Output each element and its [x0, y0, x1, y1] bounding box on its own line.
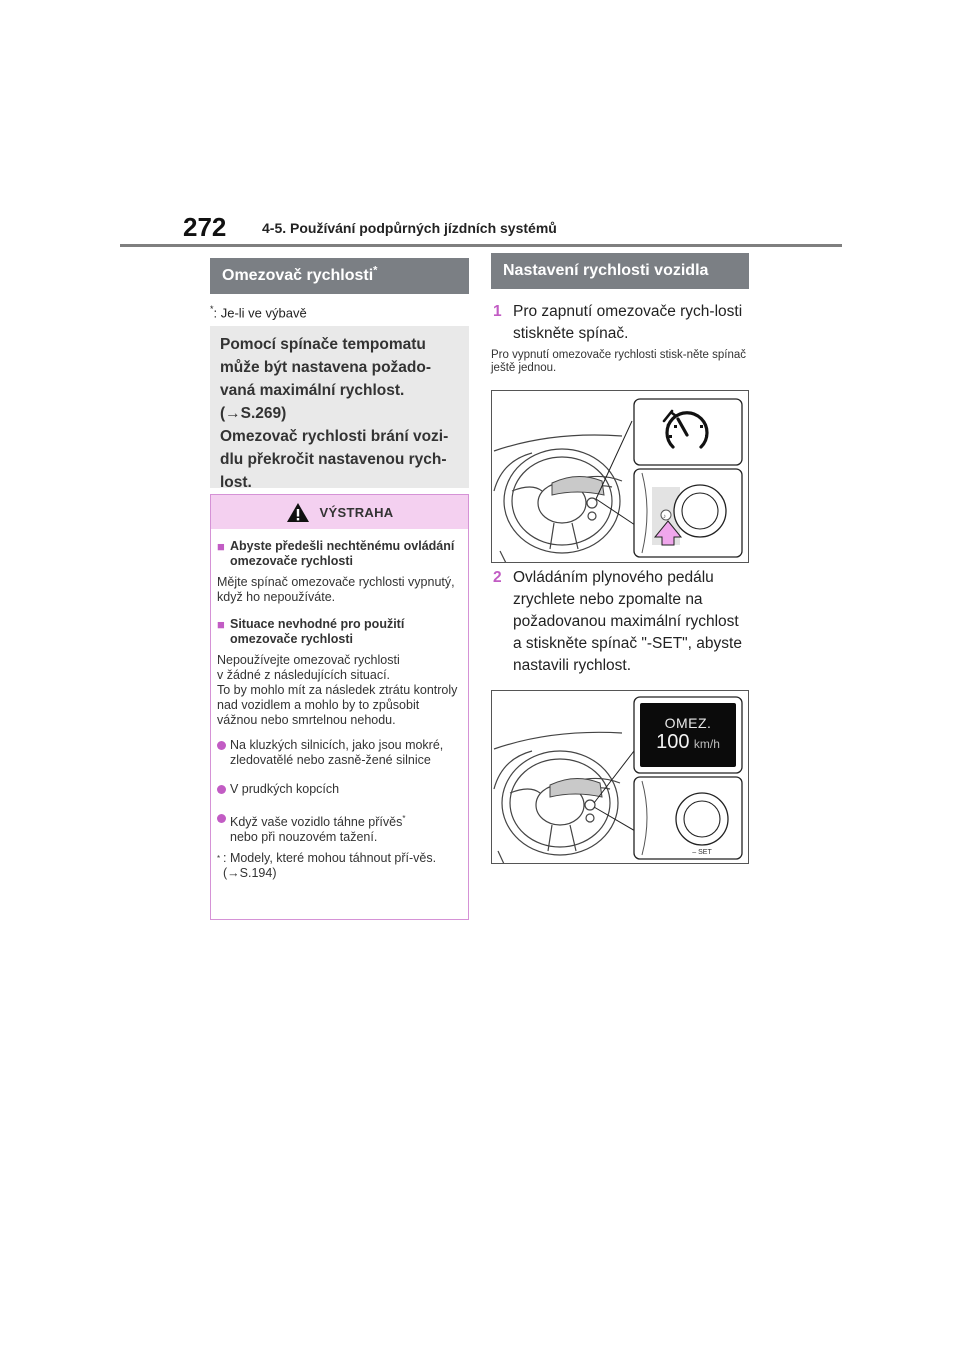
footnote-mark: *	[210, 304, 214, 314]
step-number: 2	[493, 569, 502, 586]
list-item	[217, 738, 462, 768]
bullet-dot-icon	[217, 741, 226, 750]
warning-text: Mějte spínač omezovače rychlosti vypnutý, když ho nepoužíváte.	[217, 575, 455, 604]
footnote-text: : Je-li ve výbavě	[213, 305, 307, 321]
square-bullet-icon: ■	[217, 539, 225, 554]
step-1	[493, 301, 751, 345]
summary-reference-link[interactable]: (→S.269)	[220, 405, 287, 422]
step-1-subtext: Pro vypnutí omezovače rychlosti stisk-něte spínač ještě jednou.	[491, 349, 747, 374]
list-item	[217, 811, 462, 845]
note-text: : Modely, které mohou táhnout pří-věs. (→S.194)	[223, 851, 437, 881]
step-2	[493, 567, 751, 677]
steering-wheel-illustration	[492, 391, 749, 563]
warning-text: Nepoužívejte omezovač rychlosti v žádné z následujících situací. To by mohlo mít za následek ztrátu kontroly nad vozidlem a mohlo by to způsobit vážnou nebo smrtelnou nehodu.	[217, 653, 458, 727]
bullet-footnote-mark: *	[402, 814, 406, 823]
section-title-text: Omezovač rychlosti	[222, 267, 374, 284]
warning-body	[211, 529, 468, 881]
summary-line: Omezovač rychlosti brání vozi-dlu překročit nastavenou rych-lost.	[220, 428, 449, 491]
bullet-main-text: Když vaše vozidlo táhne přívěs	[230, 815, 403, 830]
warning-box	[210, 494, 469, 920]
list-item	[217, 782, 462, 797]
page-number: 272	[183, 212, 227, 242]
bullet-dot-icon	[217, 814, 226, 823]
warning-heading-text: Situace nevhodné pro použití omezovače rychlosti	[230, 617, 405, 646]
warning-heading-text: Abyste předešli nechtěnému ovládání omezovače rychlosti	[230, 539, 455, 568]
section-title-speed-limiter	[210, 258, 469, 294]
step-text: Pro zapnutí omezovače rych-losti stiskněte spínač.	[513, 303, 743, 342]
trailer-footnote	[217, 851, 462, 881]
summary-line: Pomocí spínače tempomatu může být nastavena požado-vaná maximální rychlost.	[220, 336, 432, 399]
section-title-set-speed: Nastavení rychlosti vozidla	[491, 253, 749, 289]
figure-speed-limiter-switch	[491, 390, 749, 563]
display-speed-readout	[640, 731, 736, 754]
warning-heading	[217, 617, 462, 647]
note-mark-sup: *	[217, 854, 221, 864]
figure-set-speed	[491, 690, 749, 864]
warning-header	[211, 495, 468, 529]
warning-title: VÝSTRAHA	[319, 504, 394, 520]
step-text: Ovládáním plynového pedálu zrychlete nebo zpomalte na požadovanou maximální rychlost a stiskněte spínač "-SET", abyste nastavili rychlost.	[513, 569, 742, 674]
equipment-footnote	[210, 304, 307, 320]
bullet-continuation: nebo při nouzovém tažení.	[230, 830, 378, 845]
chapter-title: 4-5. Používání podpůrných jízdních systémů	[262, 220, 557, 236]
list-item-text	[230, 811, 405, 845]
square-bullet-icon: ■	[217, 617, 225, 632]
display-mode-label: OMEZ.	[664, 715, 712, 731]
display-speed-value: 100	[656, 731, 690, 753]
display-speed-unit: km/h	[693, 737, 720, 751]
list-item-text: Na kluzkých silnicích, jako jsou mokré, zledovatělé nebo zasně-žené silnice	[230, 738, 444, 767]
step-number: 1	[493, 303, 502, 320]
title-footnote-mark: *	[373, 264, 378, 277]
header-rule	[120, 244, 842, 247]
svg-text:♪: ♪	[663, 514, 666, 520]
set-switch-label: – SET	[692, 849, 712, 856]
summary-box	[210, 326, 469, 491]
bullet-dot-icon	[217, 785, 226, 794]
list-item-text: V prudkých kopcích	[230, 782, 340, 796]
warning-heading	[217, 539, 462, 569]
warning-triangle-icon	[286, 502, 310, 523]
